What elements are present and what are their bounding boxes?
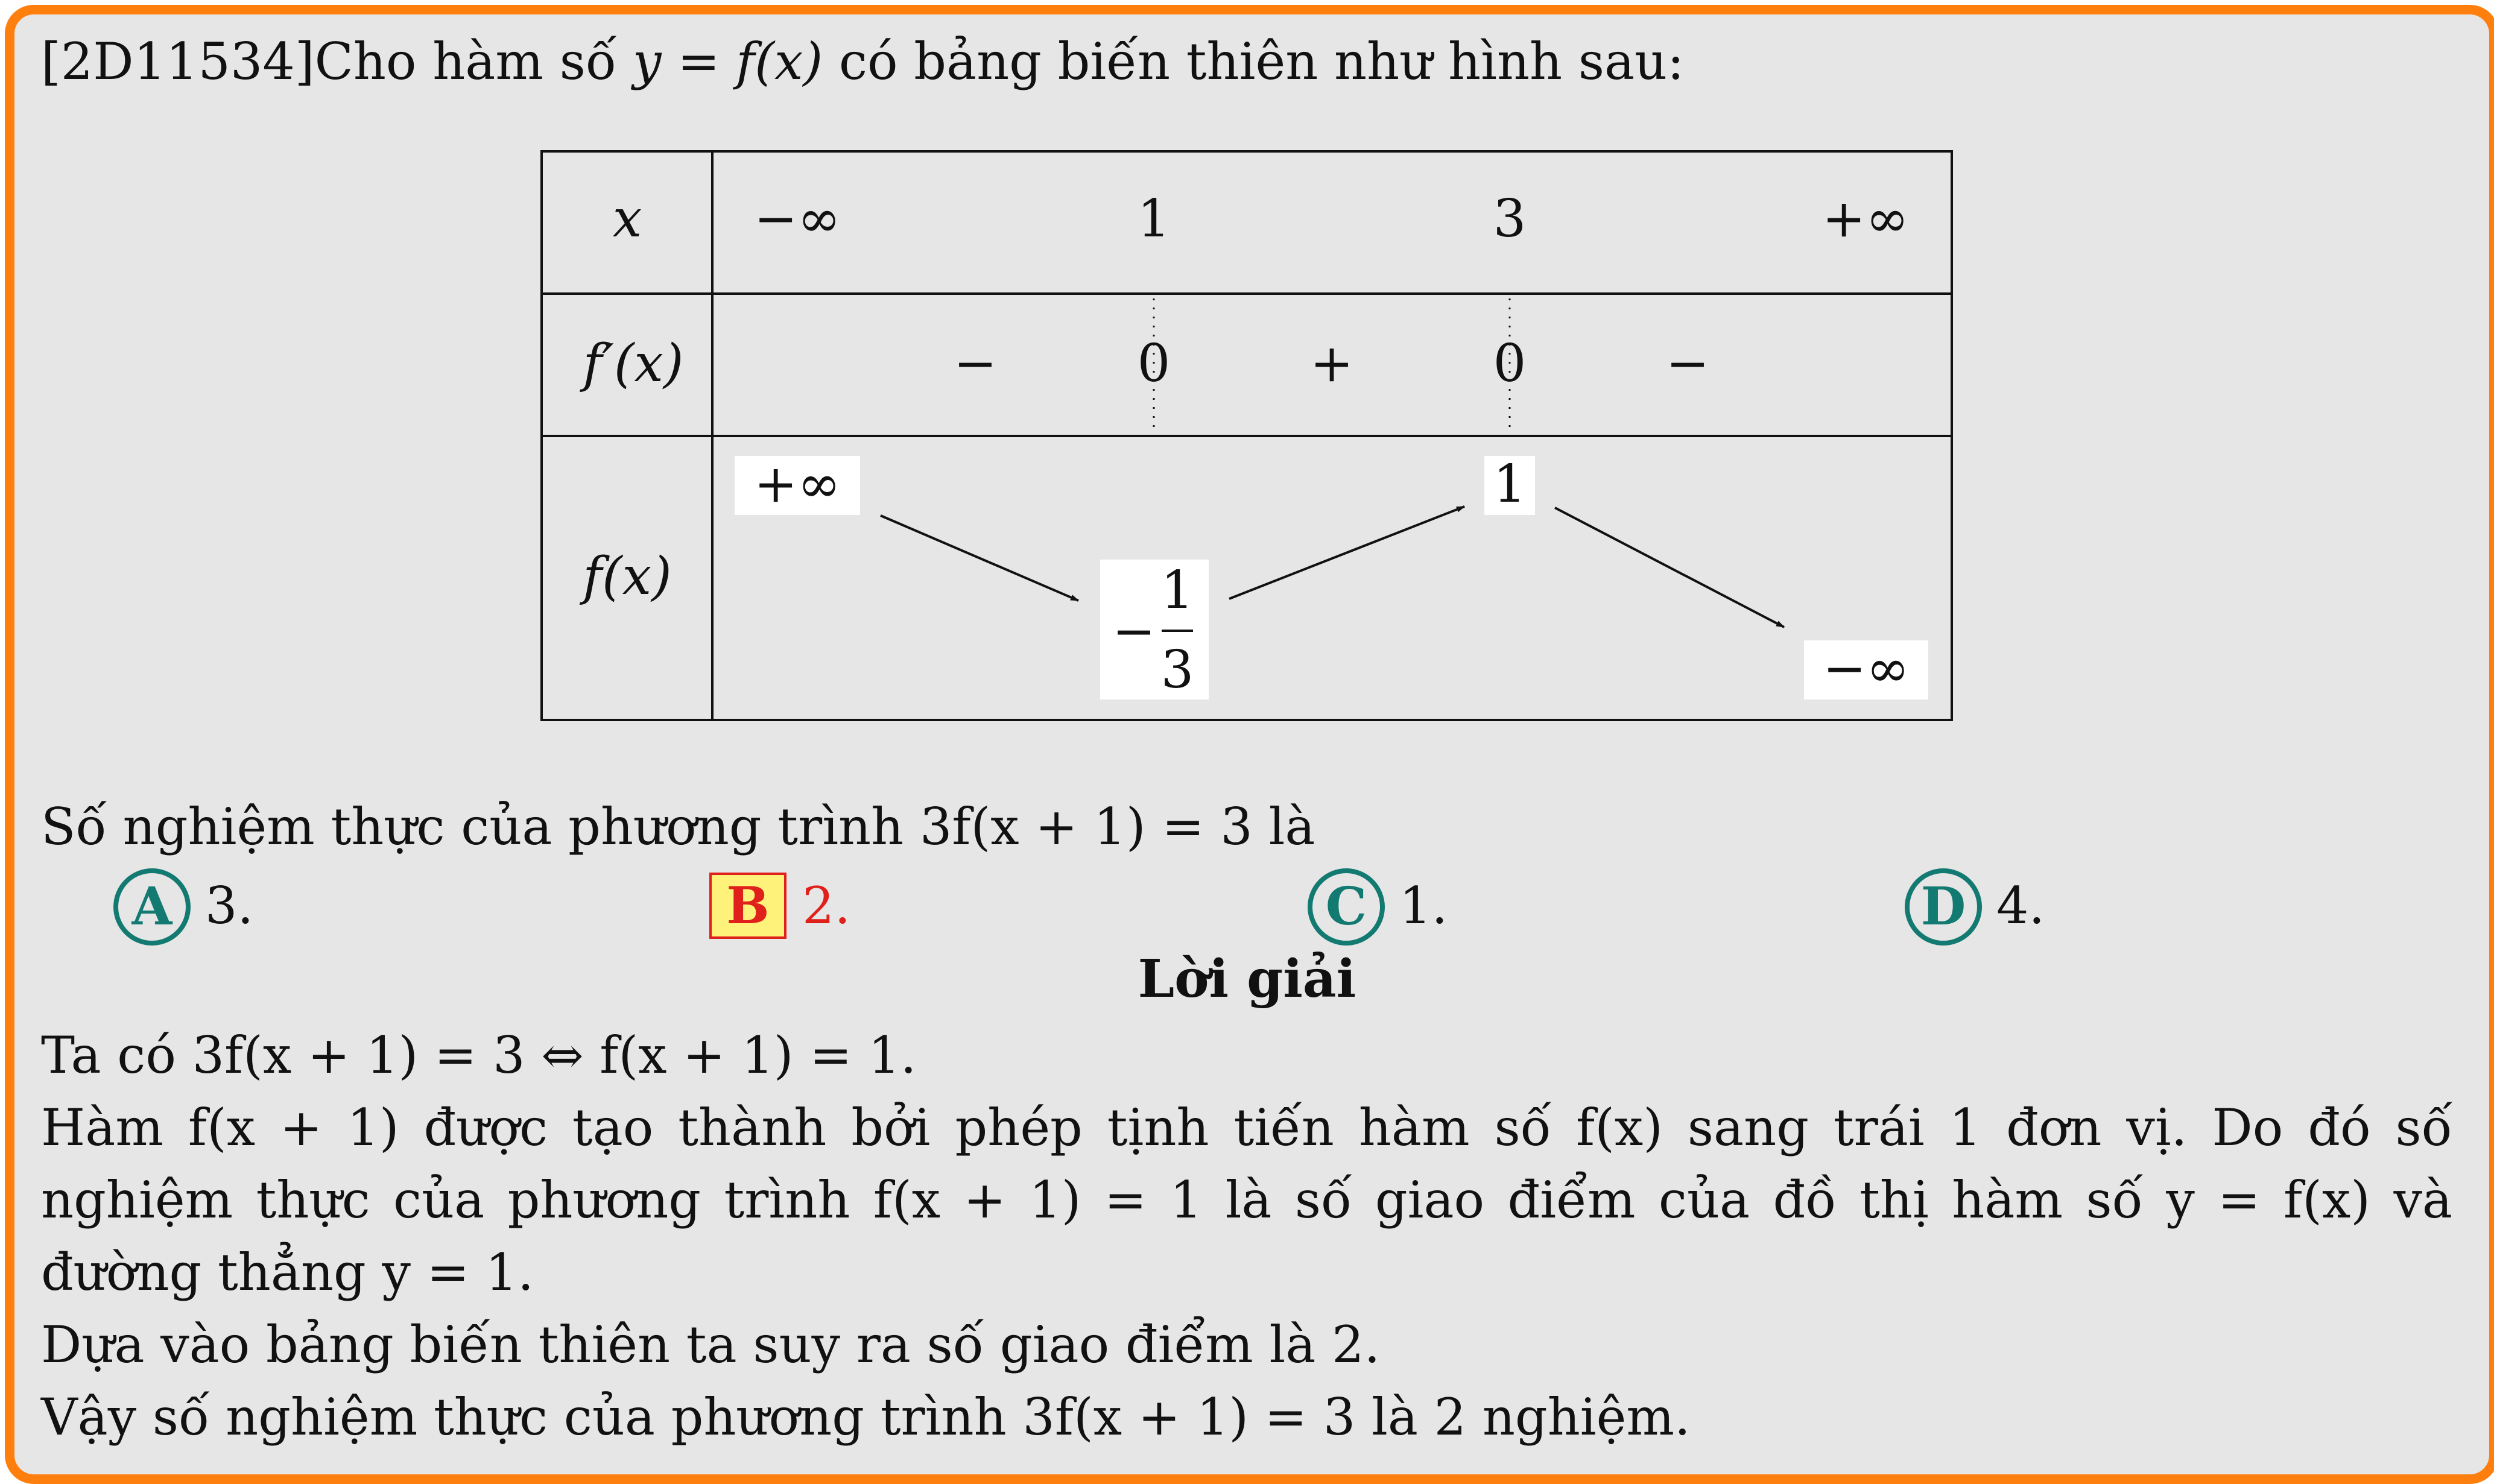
sign-interval-2: + [1309,333,1354,394]
f-min-numerator: 1 [1160,560,1194,620]
table-grid [542,151,1952,720]
row-label-f: f(x) [583,546,672,607]
option-d-badge[interactable]: D [1905,868,1982,946]
derivative-zero-1: 0 [1137,333,1171,394]
question-function: y = f(x) [632,32,823,91]
question-prompt: Số nghiệm thực của phương trình 3f(x + 1) = 3 là [41,797,1315,856]
solution-line-4: đường thẳng y = 1. [41,1243,534,1302]
solution-line-3: nghiệm thực của phương trình f(x + 1) = 1 là số giao điểm của đồ thị hàm số y = f(x) và [41,1170,2452,1230]
sign-interval-1: − [953,333,998,394]
f-value-start: +∞ [754,454,841,514]
solution-line-2: Hàm f(x + 1) được tạo thành bởi phép tịnh tiến hàm số f(x) sang trái 1 đơn vị. Do đó số [41,1098,2452,1157]
arrow-decreasing-2 [1555,508,1784,627]
sign-interval-3: − [1665,333,1710,394]
solution-heading: Lời giải [1138,949,1356,1009]
option-a-text[interactable]: 3. [205,876,254,935]
option-b-text[interactable]: 2. [802,876,851,935]
x-value-pos-inf: +∞ [1822,189,1909,249]
f-value-max: 1 [1493,454,1527,514]
f-min-denominator: 3 [1160,640,1194,700]
option-c-text[interactable]: 1. [1399,876,1448,935]
option-b-badge[interactable]: B [709,873,786,939]
f-min-sign: − [1112,601,1156,661]
row-label-fprime: f′(x) [583,333,684,394]
row-label-x: x [612,189,642,249]
x-value-neg-inf: −∞ [754,189,841,249]
question-intro: Cho hàm số [314,32,633,91]
solution-line-1: Ta có 3f(x + 1) = 3 ⇔ f(x + 1) = 1. [41,1026,917,1085]
option-c-badge[interactable]: C [1308,868,1385,946]
x-value-1: 1 [1137,189,1171,249]
solution-line-5: Dựa vào bảng biến thiên ta suy ra số giao điểm là 2. [41,1315,1381,1374]
question-code: [2D11534] [41,32,315,91]
arrow-increasing [1229,507,1464,599]
question-intro-tail: có bảng biến thiên như hình sau: [823,32,1685,91]
solution-line-6: Vậy số nghiệm thực của phương trình 3f(x + 1) = 3 là 2 nghiệm. [41,1388,1691,1447]
derivative-zero-2: 0 [1493,333,1527,394]
option-a-badge[interactable]: A [113,868,191,946]
option-d-text[interactable]: 4. [1996,876,2045,935]
x-value-3: 3 [1493,189,1527,249]
arrow-decreasing-1 [881,516,1078,601]
f-value-end: −∞ [1823,639,1910,699]
